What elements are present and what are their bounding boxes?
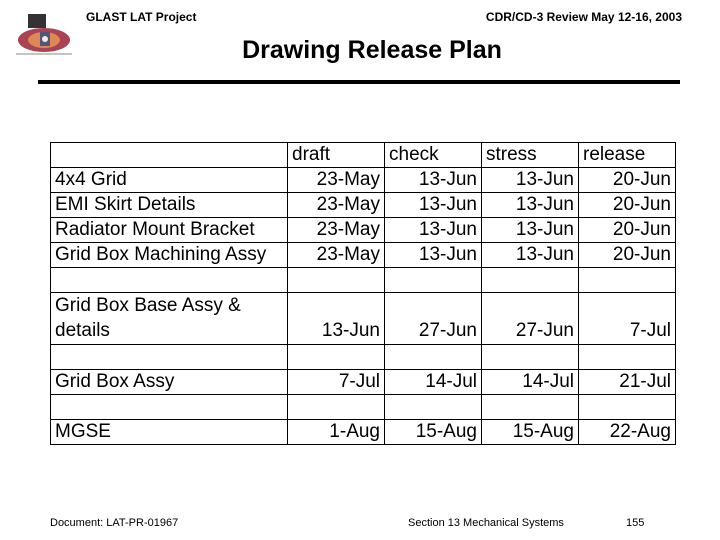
header-cell-empty xyxy=(51,143,288,168)
row-name: Grid Box Base Assy & details xyxy=(51,293,288,345)
cell-stress: 13-Jun xyxy=(482,243,579,268)
cell-check: 15-Aug xyxy=(385,420,482,445)
spacer-cell xyxy=(482,268,579,293)
spacer-cell xyxy=(288,345,385,370)
header-cell-release: release xyxy=(579,143,676,168)
release-plan-table-wrap xyxy=(50,142,676,445)
table-row xyxy=(51,193,676,218)
cell-release: 7-Jul xyxy=(579,293,676,345)
table-spacer-row xyxy=(51,395,676,420)
cell-check: 13-Jun xyxy=(385,218,482,243)
cell-release: 20-Jun xyxy=(579,193,676,218)
release-plan-table xyxy=(50,142,676,445)
spacer-cell xyxy=(385,268,482,293)
row-name: Grid Box Assy xyxy=(51,370,288,395)
header-cell-check: check xyxy=(385,143,482,168)
table-row xyxy=(51,420,676,445)
table-header-row xyxy=(51,143,676,168)
row-name: 4x4 Grid xyxy=(51,168,288,193)
cell-stress: 13-Jun xyxy=(482,193,579,218)
spacer-cell xyxy=(482,395,579,420)
table-row xyxy=(51,370,676,395)
spacer-cell xyxy=(385,345,482,370)
table-spacer-row xyxy=(51,268,676,293)
header-cell-stress: stress xyxy=(482,143,579,168)
cell-check: 27-Jun xyxy=(385,293,482,345)
cell-check: 14-Jul xyxy=(385,370,482,395)
cell-draft: 7-Jul xyxy=(288,370,385,395)
spacer-cell xyxy=(579,395,676,420)
row-name: EMI Skirt Details xyxy=(51,193,288,218)
row-name: Radiator Mount Bracket xyxy=(51,218,288,243)
row-name: MGSE xyxy=(51,420,288,445)
project-label: GLAST LAT Project xyxy=(86,10,197,24)
cell-stress: 15-Aug xyxy=(482,420,579,445)
spacer-cell xyxy=(288,268,385,293)
cell-stress: 13-Jun xyxy=(482,218,579,243)
cell-release: 21-Jul xyxy=(579,370,676,395)
cell-release: 20-Jun xyxy=(579,243,676,268)
spacer-cell xyxy=(51,345,288,370)
review-label: CDR/CD-3 Review May 12-16, 2003 xyxy=(485,10,682,24)
spacer-cell xyxy=(51,268,288,293)
table-row xyxy=(51,243,676,268)
table-row xyxy=(51,293,676,345)
spacer-cell xyxy=(579,268,676,293)
row-name: Grid Box Machining Assy xyxy=(51,243,288,268)
spacer-cell xyxy=(51,395,288,420)
header-cell-draft: draft xyxy=(288,143,385,168)
section-label: Section 13 Mechanical Systems xyxy=(408,517,564,529)
cell-stress: 14-Jul xyxy=(482,370,579,395)
cell-draft: 23-May xyxy=(288,218,385,243)
document-id: Document: LAT-PR-01967 xyxy=(50,517,179,529)
cell-stress: 27-Jun xyxy=(482,293,579,345)
cell-draft: 13-Jun xyxy=(288,293,385,345)
page-number: 155 xyxy=(626,517,645,529)
cell-check: 13-Jun xyxy=(385,193,482,218)
spacer-cell xyxy=(288,395,385,420)
cell-stress: 13-Jun xyxy=(482,168,579,193)
title-divider xyxy=(38,80,680,84)
cell-check: 13-Jun xyxy=(385,168,482,193)
cell-release: 20-Jun xyxy=(579,168,676,193)
cell-check: 13-Jun xyxy=(385,243,482,268)
cell-draft: 1-Aug xyxy=(288,420,385,445)
table-row xyxy=(51,168,676,193)
cell-draft: 23-May xyxy=(288,243,385,268)
spacer-cell xyxy=(385,395,482,420)
cell-release: 22-Aug xyxy=(579,420,676,445)
page-title: Drawing Release Plan xyxy=(242,36,502,64)
table-spacer-row xyxy=(51,345,676,370)
spacer-cell xyxy=(579,345,676,370)
spacer-cell xyxy=(482,345,579,370)
cell-draft: 23-May xyxy=(288,168,385,193)
cell-draft: 23-May xyxy=(288,193,385,218)
cell-release: 20-Jun xyxy=(579,218,676,243)
table-row xyxy=(51,218,676,243)
